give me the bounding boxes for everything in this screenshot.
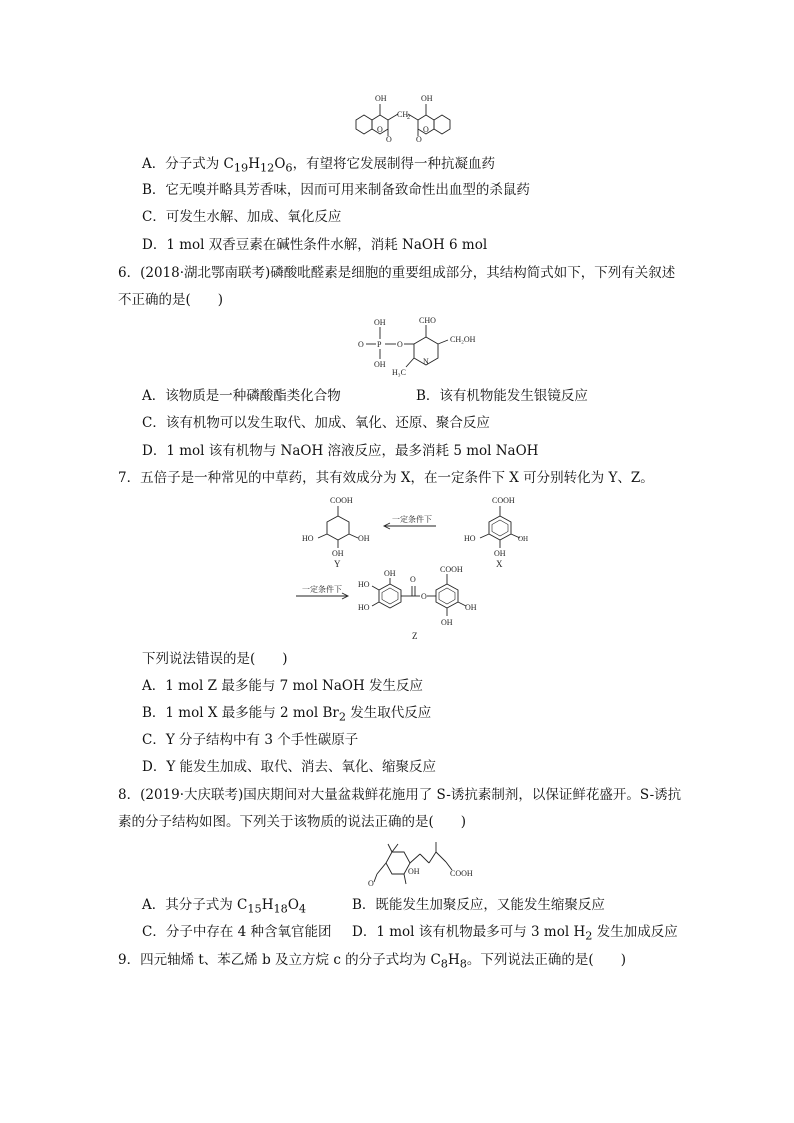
q7-y-label-oh-bottom: OH [332,549,344,558]
q6-label-o-bridge: O [397,340,403,349]
q7-z-label-ho-upper: HO [358,580,370,589]
q8-stem-line2: 素的分子结构如图。下列关于该物质的说法正确的是( ) [118,814,467,830]
q8-structure-figure [366,838,484,890]
q6-label-n: N [423,357,429,366]
q7-option-d: D．Y 能发生加成、取代、消去、氧化、缩聚反应 [142,759,437,775]
q5-option-a: A．分子式为 $C_{19}H_{12}O_6$，有望将它发展制得一种抗凝血药 [142,156,496,175]
q7-x-label-ho: HO [464,534,476,543]
q6-option-c: C．该有机物可以发生取代、加成、氧化、还原、聚合反应 [142,415,490,431]
q8-stem-line1: 8．(2019·大庆联考)国庆期间对大量盆栽鲜花施用了 S-诱抗素制剂，以保证鲜花盛开。S-诱抗 [118,787,682,803]
q6-stem-line2: 不正确的是( ) [118,292,224,308]
q7-z-label-oh-right: OH [465,603,477,612]
q8-label-cooh: COOH [450,869,473,878]
q6-label-h3c: H₃C [392,368,406,377]
q7-x-label-oh-bottom: OH [494,549,506,558]
q7-z-label-cooh: COOH [440,565,463,574]
q7-z-label-oh-bottom: OH [441,618,453,627]
q7-option-c: C．Y 分子结构中有 3 个手性碳原子 [142,732,359,748]
q6-label-oh-top: OH [374,318,386,327]
q7-stem-line1: 7．五倍子是一种常见的中草药，其有效成分为 X，在一定条件下 X 可分别转化为 Y、Z。 [118,470,654,486]
q7-y-label-cooh: COOH [330,496,353,505]
q9-stem: 9．四元轴烯 t、苯乙烯 b 及立方烷 c 的分子式均为 $C_8H_8$。下列说法正确的是( ) [118,952,626,971]
q6-label-o-left: O [358,340,364,349]
q7-y-label-oh-right: OH [358,534,370,543]
q5-label-6: O [423,125,429,134]
q8-option-c: C．分子中存在 4 种含氧官能团 [142,924,332,940]
q7-z-label-ester-o: O [421,592,427,601]
q7-condition-1: 一定条件下 [392,515,432,524]
q6-label-cho: CHO [419,316,436,325]
q5-label-4: O [377,125,383,134]
q7-z-label-carbonyl-o: O [410,575,416,584]
q6-stem-line1: 6．(2018·湖北鄂南联考)磷酸吡醛素是细胞的重要组成部分，其结构简式如下，下列有关叙述 [118,265,676,281]
q8-label-o: O [368,879,374,888]
q5-label-2: 2 [407,115,410,121]
q6-option-d: D．1 mol 该有机物与 NaOH 溶液反应，最多消耗 5 mol NaOH [142,443,539,459]
q7-condition-2: 一定条件下 [302,585,342,594]
q7-caption-y: Y [334,559,341,569]
q7-option-a: A．1 mol Z 最多能与 7 mol NaOH 发生反应 [142,678,424,694]
q7-z-label-oh-top: OH [384,569,396,578]
q6-label-oh-bottom: OH [374,360,386,369]
q7-x-label-oh-right: OH [518,535,529,543]
q7-caption-x: X [496,559,503,569]
q6-option-a: A．该物质是一种磷酸酯类化合物 [142,388,341,404]
q7-y-label-ho: HO [302,534,314,543]
q7-z-label-ho-lower: HO [358,603,370,612]
q7-x-label-cooh: COOH [492,496,515,505]
q8-option-b: B．既能发生加聚反应，又能发生缩聚反应 [352,897,605,913]
q8-option-d: D．1 mol 该有机物最多可与 3 mol $H_2$ 发生加成反应 [352,924,678,943]
q7-prompt: 下列说法错误的是( ) [142,651,288,667]
q6-option-b: B．该有机物能发生银镜反应 [416,388,588,404]
q5-label-3: OH [421,94,433,103]
q8-label-oh: OH [408,867,420,876]
q8-option-a: A．其分子式为 $C_{15}H_{18}O_4$ [142,897,307,916]
q6-label-p: P [377,340,382,349]
q5-label-0: OH [375,94,387,103]
q5-option-d: D．1 mol 双香豆素在碱性条件水解，消耗 NaOH 6 mol [142,237,488,253]
q5-label-7: O [416,135,422,144]
q7-option-b: B．1 mol X 最多能与 2 mol $Br_2$ 发生取代反应 [142,705,432,724]
q7-caption-z: Z [412,631,418,641]
q6-structure-figure [352,315,502,377]
q5-option-c: C．可发生水解、加成、氧化反应 [142,209,342,225]
q5-label-1: CH [397,110,409,119]
q5-label-5: O [386,135,392,144]
q5-structure-figure [346,92,474,142]
q5-option-b: B．它无嗅并略具芳香味，因而可用来制备致命性出血型的杀鼠药 [142,182,530,198]
q6-label-ch2oh: CH₂OH [450,335,476,344]
q7-reaction-figure [290,494,529,644]
